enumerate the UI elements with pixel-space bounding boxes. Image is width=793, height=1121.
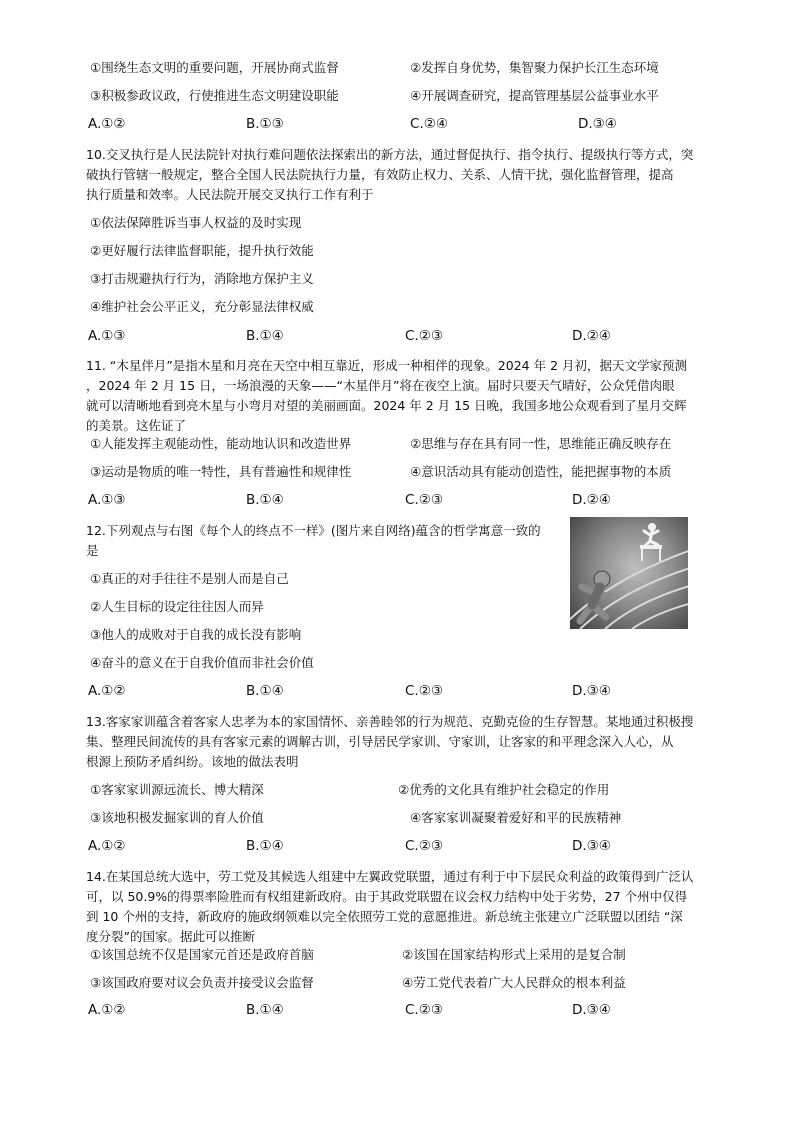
q10-option-2: ②更好履行法律监督职能，提升执行效能 <box>90 243 314 258</box>
q10-option-1: ①依法保障胜诉当事人权益的及时实现 <box>90 215 302 230</box>
q14-stem-line-3: 到 10 个州的支持，新政府的施政纲领难以完全依照劳工党的意愿推进。新总统主张建立广泛联盟以团结 “深 <box>86 909 683 924</box>
q13-stem-line-1: 13.客家家训蕴含着客家人忠孝为本的家国情怀、亲善睦邻的行为规范、克勤克俭的生存智慧。某地通过积极搜 <box>86 714 694 729</box>
q11-stem-line-1: 11. “木星伴月”是指木星和月亮在天空中相互靠近，形成一种相伴的现象。2024 年 2 月初，据天文学家预测 <box>86 358 687 373</box>
q11-option-3: ③运动是物质的唯一特性，具有普遍性和规律性 <box>90 464 352 479</box>
q11-choice-b: B.①④ <box>246 492 284 508</box>
q10-option-4: ④维护社会公平正义，充分彰显法律权威 <box>90 299 314 314</box>
q14-option-3: ③该国政府要对议会负责并接受议会监督 <box>90 975 314 990</box>
q10-choice-a: A.①③ <box>88 328 126 344</box>
q12-choice-b: B.①④ <box>246 683 284 699</box>
q14-choice-c: C.②③ <box>405 1002 443 1018</box>
q14-choice-b: B.①④ <box>246 1002 284 1018</box>
q14-choice-a: A.①② <box>88 1002 126 1018</box>
q12-option-1: ①真正的对手往往不是别人而是自己 <box>90 571 289 586</box>
q14-option-2: ②该国在国家结构形式上采用的是复合制 <box>402 947 626 962</box>
q11-stem-line-3: 就可以清晰地看到亮木星与小弯月对望的美丽画面。2024 年 2 月 15 日晚，我国多地公众观看到了星月交辉 <box>86 398 687 413</box>
q12-choice-a: A.①② <box>88 683 126 699</box>
q10-option-3: ③打击规避执行行为，消除地方保护主义 <box>90 271 314 286</box>
q14-stem-line-4: 度分裂”的国家。据此可以推断 <box>86 929 255 944</box>
q9-choice-b: B.①③ <box>246 116 284 132</box>
q13-option-3: ③该地积极发掘家训的育人价值 <box>90 810 264 825</box>
q10-choice-d: D.②④ <box>572 328 611 344</box>
q13-option-4: ④客家家训凝聚着爱好和平的民族精神 <box>410 810 622 825</box>
q9-option-2: ②发挥自身优势，集智聚力保护长江生态环境 <box>410 60 659 75</box>
runner-track-icon <box>570 517 688 629</box>
q11-stem-line-4: 的美景。这佐证了 <box>86 418 187 433</box>
q14-stem-line-1: 14.在某国总统大选中，劳工党及其候选人组建中左翼政党联盟，通过有利于中下层民众利益的政策得到广泛认 <box>86 869 694 884</box>
q9-choice-d: D.③④ <box>578 116 617 132</box>
q11-choice-d: D.②④ <box>572 492 611 508</box>
q12-stem-line-1: 12.下列观点与右图《每个人的终点不一样》(图片来自网络)蕴含的哲学寓意一致的 <box>86 523 541 538</box>
q13-choice-c: C.②③ <box>405 838 443 854</box>
q14-choice-d: D.③④ <box>572 1002 611 1018</box>
runner-track-illustration <box>570 517 688 629</box>
q10-choice-c: C.②③ <box>405 328 443 344</box>
q11-stem-line-2: ，2024 年 2 月 15 日，一场浪漫的天象——“木星伴月”将在夜空上演。届时只要天气晴好，公众凭借肉眼 <box>86 378 675 393</box>
q9-choice-c: C.②④ <box>410 116 448 132</box>
q14-stem-line-2: 可，以 50.9%的得票率险胜而有权组建新政府。由于其政党联盟在议会权力结构中处于劣势，27 个州中仅得 <box>86 889 688 904</box>
q13-stem-line-3: 根源上预防矛盾纠纷。该地的做法表明 <box>86 754 299 769</box>
q11-choice-a: A.①③ <box>88 492 126 508</box>
q13-option-2: ②优秀的文化具有维护社会稳定的作用 <box>398 782 610 797</box>
q10-stem-line-2: 破执行管辖一般规定，整合全国人民法院执行力量，有效防止权力、关系、人情干扰，强化监督管理，提高 <box>86 167 674 182</box>
q12-option-2: ②人生目标的设定往往因人而异 <box>90 599 264 614</box>
q9-choice-a: A.①② <box>88 116 126 132</box>
q9-option-4: ④开展调查研究，提高管理基层公益事业水平 <box>410 88 659 103</box>
q11-option-2: ②思维与存在具有同一性，思维能正确反映存在 <box>410 436 672 451</box>
q13-option-1: ①客家家训源远流长、博大精深 <box>90 782 264 797</box>
q12-option-4: ④奋斗的意义在于自我价值而非社会价值 <box>90 655 314 670</box>
q14-option-4: ④劳工党代表着广大人民群众的根本利益 <box>402 975 626 990</box>
q12-stem-line-2: 是 <box>86 543 99 558</box>
q12-choice-d: D.③④ <box>572 683 611 699</box>
q10-stem-line-1: 10.交叉执行是人民法院针对执行难问题依法探索出的新方法，通过督促执行、指令执行、提级执行等方式，突 <box>86 147 694 162</box>
q13-choice-b: B.①④ <box>246 838 284 854</box>
q9-option-1: ①围绕生态文明的重要问题，开展协商式监督 <box>90 60 339 75</box>
q12-choice-c: C.②③ <box>405 683 443 699</box>
q13-choice-a: A.①② <box>88 838 126 854</box>
q14-option-1: ①该国总统不仅是国家元首还是政府首脑 <box>90 947 314 962</box>
q11-option-1: ①人能发挥主观能动性，能动地认识和改造世界 <box>90 436 352 451</box>
q11-choice-c: C.②③ <box>405 492 443 508</box>
q10-stem-line-3: 执行质量和效率。人民法院开展交叉执行工作有利于 <box>86 187 374 202</box>
q10-choice-b: B.①④ <box>246 328 284 344</box>
q13-choice-d: D.③④ <box>572 838 611 854</box>
q9-option-3: ③积极参政议政，行使推进生态文明建设职能 <box>90 88 339 103</box>
q13-stem-line-2: 集、整理民间流传的具有客家元素的调解古训，引导居民学家训、守家训，让客家的和平理念深入人心，从 <box>86 734 674 749</box>
q11-option-4: ④意识活动具有能动创造性，能把握事物的本质 <box>410 464 672 479</box>
q12-option-3: ③他人的成败对于自我的成长没有影响 <box>90 627 302 642</box>
